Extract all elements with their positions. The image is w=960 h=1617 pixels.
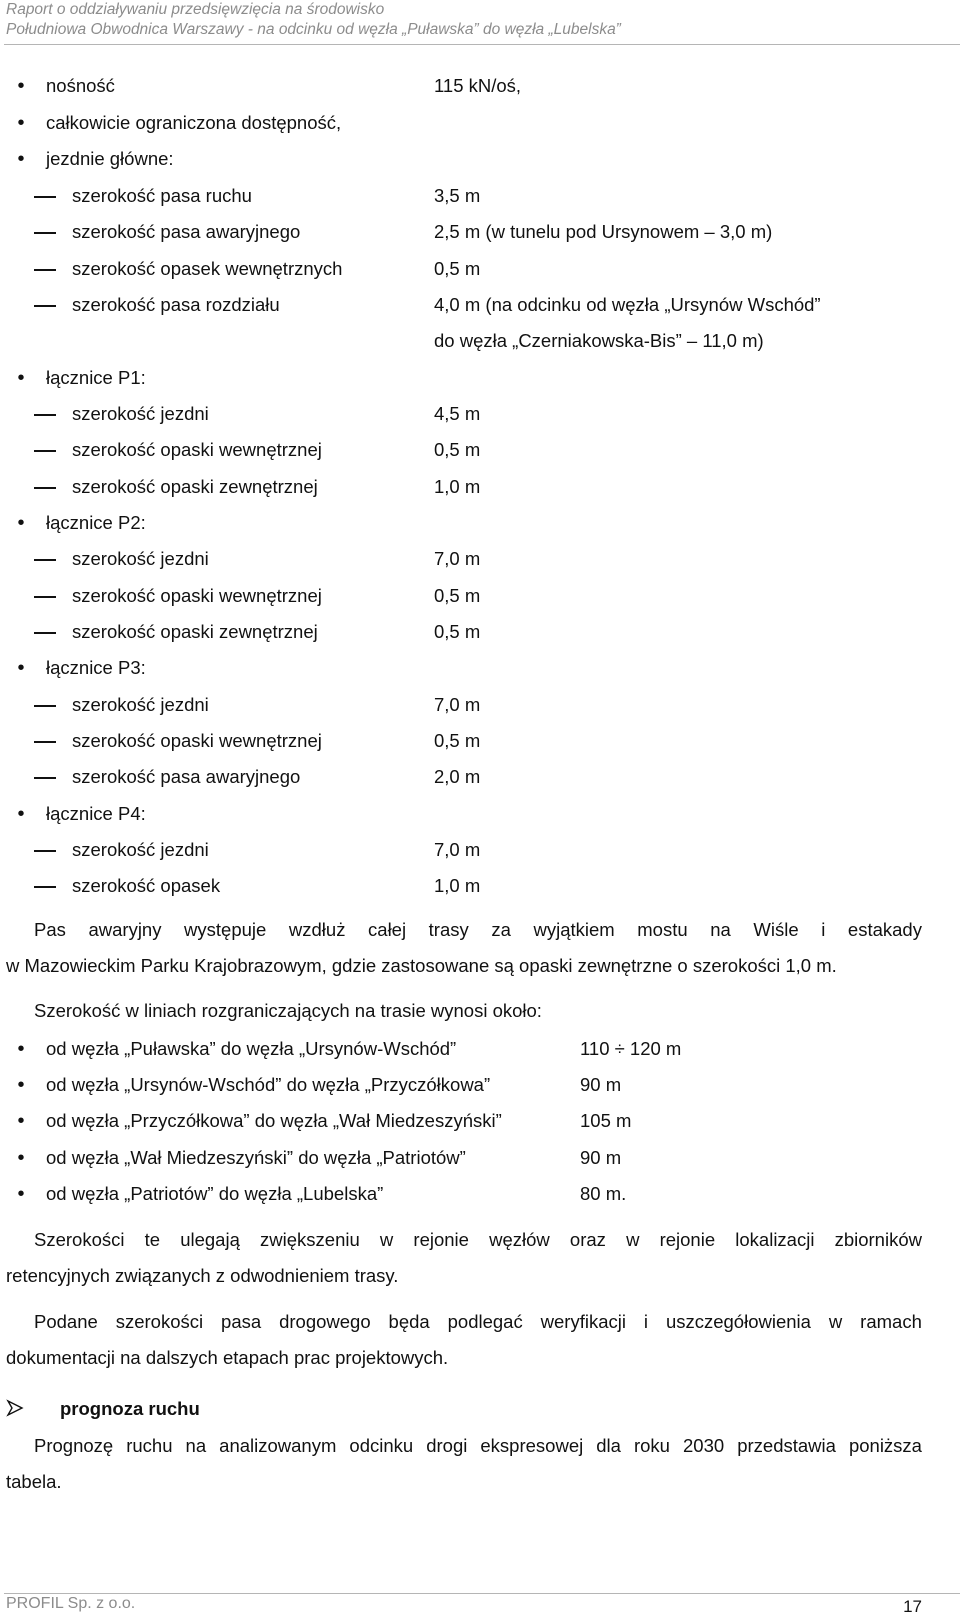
list-item-jezdnie <box>6 146 906 172</box>
word: uszczegółowienia <box>665 1311 811 1332</box>
word: całej <box>368 919 407 940</box>
sub-item-label: szerokość opasek <box>72 875 221 896</box>
word: dla <box>596 1435 621 1456</box>
sub-item-label: szerokość opaski wewnętrznej <box>72 730 322 751</box>
list-item-width <box>6 1108 906 1134</box>
sub-item-value: 3,5 m <box>434 185 481 206</box>
paragraph-line: w Mazowieckim Parku Krajobrazowym, gdzie zastosowane są opaski zewnętrzne o szerokości 1,0 m. <box>6 955 837 976</box>
param-group-label: łącznice P3: <box>46 657 146 678</box>
dash-icon <box>34 741 56 743</box>
word: estakady <box>847 919 922 940</box>
sub-item <box>6 873 906 899</box>
word: Szerokości <box>34 1229 125 1250</box>
word: drogowego <box>279 1311 371 1332</box>
word: trasy <box>428 919 469 940</box>
sub-item <box>6 474 906 500</box>
dash-icon <box>34 414 56 416</box>
word: szerokości <box>115 1311 204 1332</box>
sub-item <box>6 219 906 245</box>
section-heading-row <box>0 1396 900 1422</box>
sub-item-value: 1,0 m <box>434 476 481 497</box>
paragraph-traffic-forecast <box>6 1428 922 1500</box>
sub-item-value: 0,5 m <box>434 621 481 642</box>
sub-item-label: szerokość opaski zewnętrznej <box>72 621 318 642</box>
justified-line <box>6 912 922 948</box>
word: analizowanym <box>219 1435 337 1456</box>
word: oraz <box>569 1229 606 1250</box>
sub-item <box>6 837 906 863</box>
bullet-icon: • <box>17 1110 25 1132</box>
sub-item <box>6 256 906 282</box>
param-group-label: łącznice P2: <box>46 512 146 533</box>
word: w <box>828 1311 843 1332</box>
word: zwiększeniu <box>260 1229 360 1250</box>
dash-icon <box>34 886 56 888</box>
sub-item-value: 0,5 m <box>434 439 481 460</box>
word: będa <box>388 1311 430 1332</box>
word: poniższa <box>848 1435 922 1456</box>
sub-item <box>6 401 906 427</box>
sub-item <box>6 183 906 209</box>
sub-item-continuation <box>6 328 906 354</box>
word: ramach <box>860 1311 922 1332</box>
paragraph-verification <box>6 1304 922 1376</box>
dash-icon <box>34 632 56 634</box>
sub-item-value: 0,5 m <box>434 730 481 751</box>
word: odcinku <box>349 1435 414 1456</box>
sub-item <box>6 692 906 718</box>
param-group-label: łącznice P4: <box>46 803 146 824</box>
sub-item-label: szerokość opaski wewnętrznej <box>72 585 322 606</box>
report-subtitle: Południowa Obwodnica Warszawy - na odcinku od węzła „Puławska” do węzła „Lubelska” <box>6 21 621 38</box>
dash-icon <box>34 705 56 707</box>
list-item-width <box>6 1145 906 1171</box>
bullet-icon: • <box>17 367 25 389</box>
word: występuje <box>184 919 267 940</box>
list-item-width <box>6 1181 906 1207</box>
word: na <box>185 1435 207 1456</box>
dash-icon <box>34 269 56 271</box>
list-item-dostepnosc <box>6 110 906 136</box>
param-label: całkowicie ograniczona dostępność, <box>46 112 342 133</box>
footer-divider <box>4 1593 960 1594</box>
bullet-icon: • <box>17 1147 25 1169</box>
bullet-icon: • <box>17 803 25 825</box>
sub-item-value: 2,0 m <box>434 766 481 787</box>
sub-item-label: szerokość opaski wewnętrznej <box>72 439 322 460</box>
dash-icon <box>34 596 56 598</box>
dash-icon <box>34 559 56 561</box>
justified-line <box>6 1304 922 1340</box>
arrowhead-bullet-icon <box>6 1396 24 1422</box>
sub-item-label: szerokość pasa awaryjnego <box>72 766 301 787</box>
word: i <box>821 919 826 940</box>
word: mostu <box>637 919 688 940</box>
sub-item-label: szerokość jezdni <box>72 694 209 715</box>
sub-item-label: szerokość pasa rozdziału <box>72 294 280 315</box>
word: za <box>491 919 511 940</box>
section-label: od węzła „Przyczółkowa” do węzła „Wał Miedzeszyński” <box>46 1110 502 1131</box>
section-label: od węzła „Patriotów” do węzła „Lubelska” <box>46 1183 384 1204</box>
dash-icon <box>34 196 56 198</box>
sub-item <box>6 764 906 790</box>
dash-icon <box>34 487 56 489</box>
section-width: 110 ÷ 120 m <box>580 1038 682 1059</box>
word: weryfikacji <box>540 1311 626 1332</box>
paragraph-line: dokumentacji na dalszych etapach prac projektowych. <box>6 1347 449 1368</box>
word: Prognozę <box>34 1435 114 1456</box>
sub-item-label: szerokość jezdni <box>72 403 209 424</box>
word: wzdłuż <box>288 919 346 940</box>
paragraph-widening <box>6 1222 922 1294</box>
list-item-width <box>6 1072 906 1098</box>
word: rejonie <box>413 1229 469 1250</box>
sub-item-value: 0,5 m <box>434 585 481 606</box>
sub-item <box>6 583 906 609</box>
dash-icon <box>34 232 56 234</box>
sub-item-value: 4,0 m (na odcinku od węzła „Ursynów Wschód” <box>434 294 821 315</box>
list-item-p1 <box>6 365 906 391</box>
sub-item-value: 7,0 m <box>434 548 481 569</box>
word: lokalizacji <box>735 1229 815 1250</box>
dash-icon <box>34 450 56 452</box>
dash-icon <box>34 305 56 307</box>
sub-item-label: szerokość jezdni <box>72 839 209 860</box>
dash-icon <box>34 850 56 852</box>
list-item-nosnosc <box>6 73 906 99</box>
sub-item-value: 7,0 m <box>434 839 481 860</box>
word: roku <box>633 1435 670 1456</box>
paragraph-line: tabela. <box>6 1471 62 1492</box>
list-item-p3 <box>6 655 906 681</box>
sub-item-value: 7,0 m <box>434 694 481 715</box>
paragraph-line: Szerokość w liniach rozgraniczających na trasie wynosi około: <box>34 1000 542 1021</box>
bullet-icon: • <box>17 1183 25 1205</box>
word: i <box>643 1311 649 1332</box>
word: drogi <box>426 1435 468 1456</box>
bullet-icon: • <box>17 1038 25 1060</box>
dash-icon <box>34 777 56 779</box>
list-item-p2 <box>6 510 906 536</box>
justified-line <box>6 1428 922 1464</box>
sub-item <box>6 292 906 318</box>
word: 2030 <box>683 1435 725 1456</box>
sub-item-label: szerokość jezdni <box>72 548 209 569</box>
list-item-width <box>6 1036 906 1062</box>
bullet-icon: • <box>17 75 25 97</box>
word: Wiśle <box>753 919 799 940</box>
param-group-label: łącznice P1: <box>46 367 146 388</box>
paragraph-line: retencyjnych związanych z odwodnieniem trasy. <box>6 1265 399 1286</box>
sub-item-value: 1,0 m <box>434 875 481 896</box>
param-group-label: jezdnie główne: <box>46 148 174 169</box>
word: te <box>144 1229 161 1250</box>
bullet-icon: • <box>17 657 25 679</box>
param-label: nośność <box>46 75 115 96</box>
word: przedstawia <box>737 1435 836 1456</box>
section-heading: prognoza ruchu <box>60 1398 200 1419</box>
word: pasa <box>221 1311 262 1332</box>
paragraph-width-intro <box>6 993 922 1029</box>
section-width: 80 m. <box>580 1183 627 1204</box>
word: ulegają <box>180 1229 240 1250</box>
report-title: Raport o oddziaływaniu przedsięwzięcia na środowisko <box>6 1 385 18</box>
sub-item <box>6 437 906 463</box>
word: wyjątkiem <box>533 919 615 940</box>
section-label: od węzła „Puławska” do węzła „Ursynów-Wschód” <box>46 1038 457 1059</box>
section-width: 90 m <box>580 1074 622 1095</box>
company-name: PROFIL Sp. z o.o. <box>6 1595 136 1612</box>
sub-item-value-continued: do węzła „Czerniakowska-Bis” – 11,0 m) <box>434 330 764 351</box>
word: rejonie <box>659 1229 716 1250</box>
paragraph-emergency-lane <box>6 912 922 984</box>
sub-item-label: szerokość opaski zewnętrznej <box>72 476 318 497</box>
sub-item <box>6 546 906 572</box>
sub-item-label: szerokość opasek wewnętrznych <box>72 258 343 279</box>
header-divider <box>4 44 960 45</box>
justified-line <box>6 1222 922 1258</box>
word: podlegać <box>447 1311 523 1332</box>
param-value: 115 kN/oś, <box>434 75 522 96</box>
word: awaryjny <box>88 919 162 940</box>
section-label: od węzła „Wał Miedzeszyński” do węzła „Patriotów” <box>46 1147 466 1168</box>
bullet-icon: • <box>17 148 25 170</box>
word: Pas <box>34 919 66 940</box>
bullet-icon: • <box>17 512 25 534</box>
word: węzłów <box>489 1229 550 1250</box>
page-number: 17 <box>903 1597 922 1616</box>
section-label: od węzła „Ursynów-Wschód” do węzła „Przyczółkowa” <box>46 1074 491 1095</box>
sub-item-label: szerokość pasa awaryjnego <box>72 221 301 242</box>
sub-item-value: 0,5 m <box>434 258 481 279</box>
bullet-icon: • <box>17 1074 25 1096</box>
word: Podane <box>34 1311 98 1332</box>
sub-item-label: szerokość pasa ruchu <box>72 185 252 206</box>
list-item-p4 <box>6 801 906 827</box>
word: zbiorników <box>834 1229 922 1250</box>
sub-item <box>6 619 906 645</box>
word: ekspresowej <box>480 1435 584 1456</box>
word: ruchu <box>126 1435 173 1456</box>
word: na <box>710 919 731 940</box>
word: w <box>626 1229 640 1250</box>
sub-item <box>6 728 906 754</box>
bullet-icon: • <box>17 112 25 134</box>
sub-item-value: 4,5 m <box>434 403 481 424</box>
section-width: 105 m <box>580 1110 632 1131</box>
word: w <box>379 1229 394 1250</box>
section-width: 90 m <box>580 1147 622 1168</box>
sub-item-value: 2,5 m (w tunelu pod Ursynowem – 3,0 m) <box>434 221 773 242</box>
